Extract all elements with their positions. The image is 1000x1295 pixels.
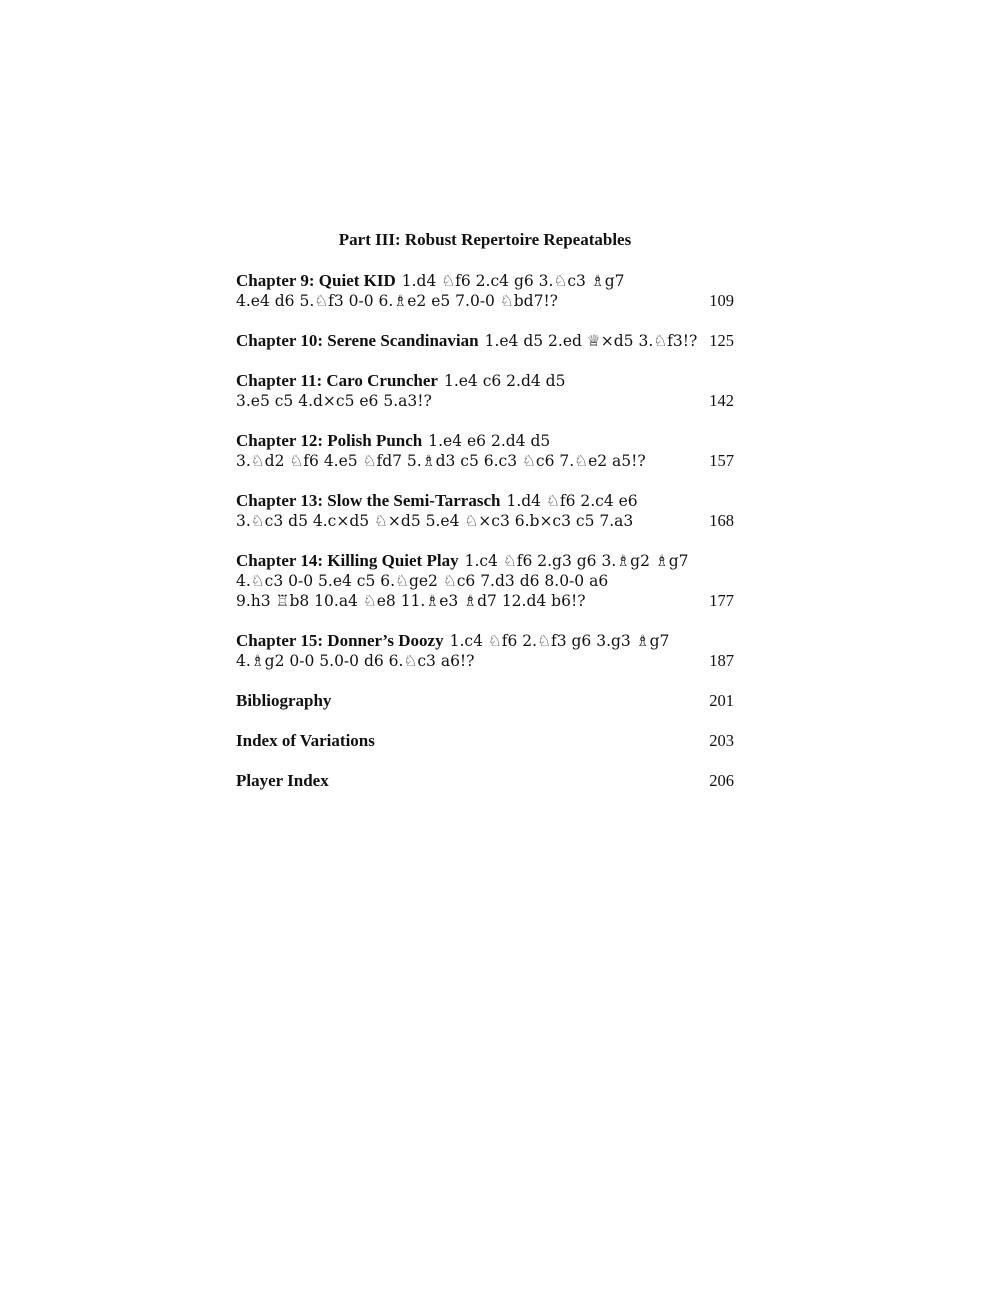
toc-entry-line bbox=[236, 391, 734, 411]
page-number: 187 bbox=[709, 651, 734, 670]
chapter-moves: 9.h3 ♖b8 10.a4 ♘e8 11.♗e3 ♗d7 12.d4 b6!? bbox=[236, 592, 586, 610]
toc-entry-line bbox=[236, 571, 734, 591]
section-title: Index of Variations bbox=[236, 731, 375, 750]
toc-entry-line bbox=[236, 551, 734, 571]
chapter-title: Chapter 10: Serene Scandinavian bbox=[236, 331, 479, 350]
chapter-moves: 3.e5 c5 4.d×c5 e6 5.a3!? bbox=[236, 392, 432, 410]
chapter-moves: 1.c4 ♘f6 2.g3 g6 3.♗g2 ♗g7 bbox=[464, 552, 689, 570]
chapter-moves: 1.d4 ♘f6 2.c4 g6 3.♘c3 ♗g7 bbox=[401, 272, 625, 290]
toc-entry-player-index bbox=[236, 771, 734, 791]
page-number: 203 bbox=[709, 731, 734, 750]
toc-entry-line bbox=[236, 371, 734, 391]
page-number: 109 bbox=[709, 291, 734, 310]
chapter-title: Chapter 15: Donner’s Doozy bbox=[236, 631, 444, 650]
toc-entry-line bbox=[236, 651, 734, 671]
chapter-moves: 1.c4 ♘f6 2.♘f3 g6 3.g3 ♗g7 bbox=[449, 632, 670, 650]
toc-entry-line bbox=[236, 691, 734, 711]
toc-entry-chapter-10 bbox=[236, 331, 734, 351]
toc-entry-line bbox=[236, 511, 734, 531]
toc-entry-line bbox=[236, 631, 734, 651]
chapter-moves: 1.e4 e6 2.d4 d5 bbox=[428, 432, 551, 450]
chapter-moves: 1.e4 d5 2.ed ♕×d5 3.♘f3!? bbox=[484, 332, 698, 350]
page-number: 168 bbox=[709, 511, 734, 530]
chapter-moves: 4.♗g2 0-0 5.0-0 d6 6.♘c3 a6!? bbox=[236, 652, 475, 670]
page-number: 177 bbox=[709, 591, 734, 610]
toc-entry-line bbox=[236, 431, 734, 451]
toc-entry-line bbox=[236, 771, 734, 791]
page-number: 157 bbox=[709, 451, 734, 470]
chapter-title: Chapter 11: Caro Cruncher bbox=[236, 371, 438, 390]
page-number: 125 bbox=[709, 331, 734, 350]
toc-entry-chapter-12 bbox=[236, 431, 734, 471]
toc-entry-chapter-14 bbox=[236, 551, 734, 611]
toc-entry-line bbox=[236, 451, 734, 471]
chapter-moves: 4.♘c3 0-0 5.e4 c5 6.♘ge2 ♘c6 7.d3 d6 8.0-0 a6 bbox=[236, 572, 609, 590]
page-number: 206 bbox=[709, 771, 734, 790]
chapter-moves: 4.e4 d6 5.♘f3 0-0 6.♗e2 e5 7.0-0 ♘bd7!? bbox=[236, 292, 558, 310]
section-title: Bibliography bbox=[236, 691, 332, 710]
toc-entry-bibliography bbox=[236, 691, 734, 711]
chapter-title: Chapter 13: Slow the Semi-Tarrasch bbox=[236, 491, 501, 510]
chapter-title: Chapter 14: Killing Quiet Play bbox=[236, 551, 459, 570]
chapter-moves: 3.♘c3 d5 4.c×d5 ♘×d5 5.e4 ♘×c3 6.b×c3 c5 7.a3 bbox=[236, 512, 634, 530]
chapter-moves: 1.e4 c6 2.d4 d5 bbox=[443, 372, 566, 390]
part-title: Part III: Robust Repertoire Repeatables bbox=[338, 230, 632, 249]
page-number: 142 bbox=[709, 391, 734, 410]
toc-entry-index-of-variations bbox=[236, 731, 734, 751]
chapter-moves: 3.♘d2 ♘f6 4.e5 ♘fd7 5.♗d3 c5 6.c3 ♘c6 7.♘e2 a5!? bbox=[236, 452, 646, 470]
table-of-contents bbox=[236, 229, 734, 811]
toc-entry-line bbox=[236, 731, 734, 751]
chapter-moves: 1.d4 ♘f6 2.c4 e6 bbox=[506, 492, 638, 510]
toc-entry-chapter-11 bbox=[236, 371, 734, 411]
toc-entry-chapter-13 bbox=[236, 491, 734, 531]
toc-entry-line bbox=[236, 271, 734, 291]
toc-entry-line bbox=[236, 491, 734, 511]
chapter-title: Chapter 12: Polish Punch bbox=[236, 431, 423, 450]
chapter-title: Chapter 9: Quiet KID bbox=[236, 271, 396, 290]
toc-entry-line bbox=[236, 291, 734, 311]
toc-entry-line bbox=[236, 591, 734, 611]
toc-entry-line bbox=[236, 331, 734, 351]
page-number: 201 bbox=[709, 691, 734, 710]
toc-entry-chapter-9 bbox=[236, 271, 734, 311]
section-title: Player Index bbox=[236, 771, 329, 790]
toc-entry-chapter-15 bbox=[236, 631, 734, 671]
